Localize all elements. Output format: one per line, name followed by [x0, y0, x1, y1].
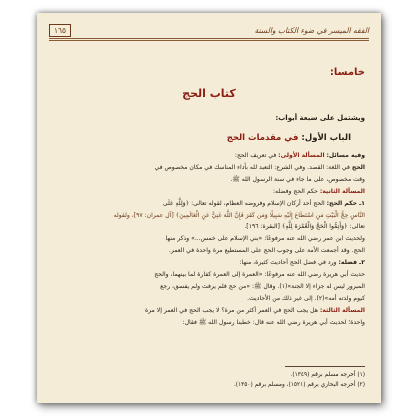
- issue-one-label: المسألة الأولى:: [278, 152, 325, 159]
- text-line: كيوم ولدته أمه»(٢). إلى غير ذلك من الأحاديث.: [247, 294, 365, 302]
- book-page: [37, 13, 381, 403]
- ruling-text: الحج أحد أركان الإسلام وفروضه العظام، لقوله تعالى: ﴿وَلِلَّهِ عَلَى: [162, 199, 325, 207]
- page-number: ١٦٥: [49, 24, 71, 37]
- definition-text: في اللغة: القصد. وفي الشرع: التعبد لله بأداء المناسك في مكان مخصوص في: [154, 163, 350, 171]
- body-text: [49, 150, 365, 329]
- intro-text: ويشتمل على سبعة أبواب:: [275, 114, 365, 122]
- issue-three-text: هل يجب الحج في العمر أكثر من مرة؟ لا يجب الحج في العمر إلا مرة: [144, 306, 318, 314]
- chapter-label: الباب الأول:: [301, 133, 351, 143]
- term-hajj: الحج: [351, 163, 365, 171]
- text-line: حديث أبي هريرة رضي الله عنه مرفوعًا: «العمرة إلى العمرة كفارة لما بينهما، والحج: [154, 271, 365, 279]
- text-line: [49, 305, 365, 317]
- text-line: تعالى: ﴿وَأَتِمُّوا الْحَجَّ وَالْعُمْرَةَ لِلَّهِ﴾ [البقرة: ١٩٦].: [244, 223, 365, 231]
- issue-two-label: المسألة الثانية:: [319, 187, 365, 195]
- issue-one-title: في تعريف الحج:: [234, 152, 277, 159]
- footnote: (١) أخرجه مسلم برقم (١٣٤٩).: [290, 372, 365, 378]
- text-line: النَّاسِ حِجُّ الْبَيْتِ مَنِ اسْتَطَاعَ إِلَيْهِ سَبِيلًا وَمَن كَفَرَ فَإِنَّ اللَّهَ غَنِيٌّ عَنِ الْعَالَمِينَ﴾ [آل عمران: ٩٧]، ولقوله: [113, 211, 365, 219]
- text-line: المبرور ليس له جزاء إلا الجنة»(١). وقال ﷺ: «من حج فلم يرفث ولم يفسق، رجع: [160, 282, 365, 290]
- footnote: (٢) أخرجه البخاري برقم (١٥٢١)، ومسلم برقم (١٣٥٠).: [233, 382, 365, 388]
- header-divider: [49, 38, 369, 41]
- running-title: الفقه الميسر في ضوء الكتاب والسنة: [254, 25, 369, 35]
- page-header: [49, 23, 369, 37]
- text-line: [49, 162, 365, 174]
- virtue-text: ورد في فضل الحج أحاديث كثيرة، منها:: [239, 259, 337, 267]
- footnotes: [49, 370, 365, 390]
- section-number: خامسا:: [329, 67, 365, 78]
- text-line: [49, 186, 365, 198]
- chapter-title: في مقدمات الحج: [226, 133, 299, 143]
- text-line: ولحديث ابن عمر رضي الله عنه مرفوعًا: «بني الإسلام على خمس...» وذكر منها: [165, 235, 365, 243]
- virtue-heading: ٢ـ فضله:: [338, 259, 365, 267]
- issue-two-title: حكم الحج وفضله:: [272, 187, 318, 195]
- book-title: كتاب الحج: [182, 87, 236, 100]
- text-line: [49, 257, 365, 269]
- issue-three-label: المسألة الثالثة:: [319, 306, 365, 314]
- footnote-divider: [285, 366, 365, 367]
- text-line: الحج. وقد أجمعت الأمة على وجوب الحج على المستطيع مرة واحدة في العمر.: [168, 247, 365, 255]
- ruling-heading: ١ـ حكم الحج:: [326, 199, 365, 207]
- text-line: وقت مخصوص، على ما جاء في سنة الرسول الله ﷺ.: [230, 175, 365, 183]
- chapter-heading: [227, 133, 351, 143]
- issues-lead: وفيه مسائل:: [326, 152, 365, 159]
- text-line: [49, 150, 365, 162]
- text-line: [49, 198, 365, 210]
- text-line: واحدة؛ لحديث أبي هريرة رضي الله عنه قال: خطبنا رسول الله ﷺ فقال:: [182, 318, 365, 326]
